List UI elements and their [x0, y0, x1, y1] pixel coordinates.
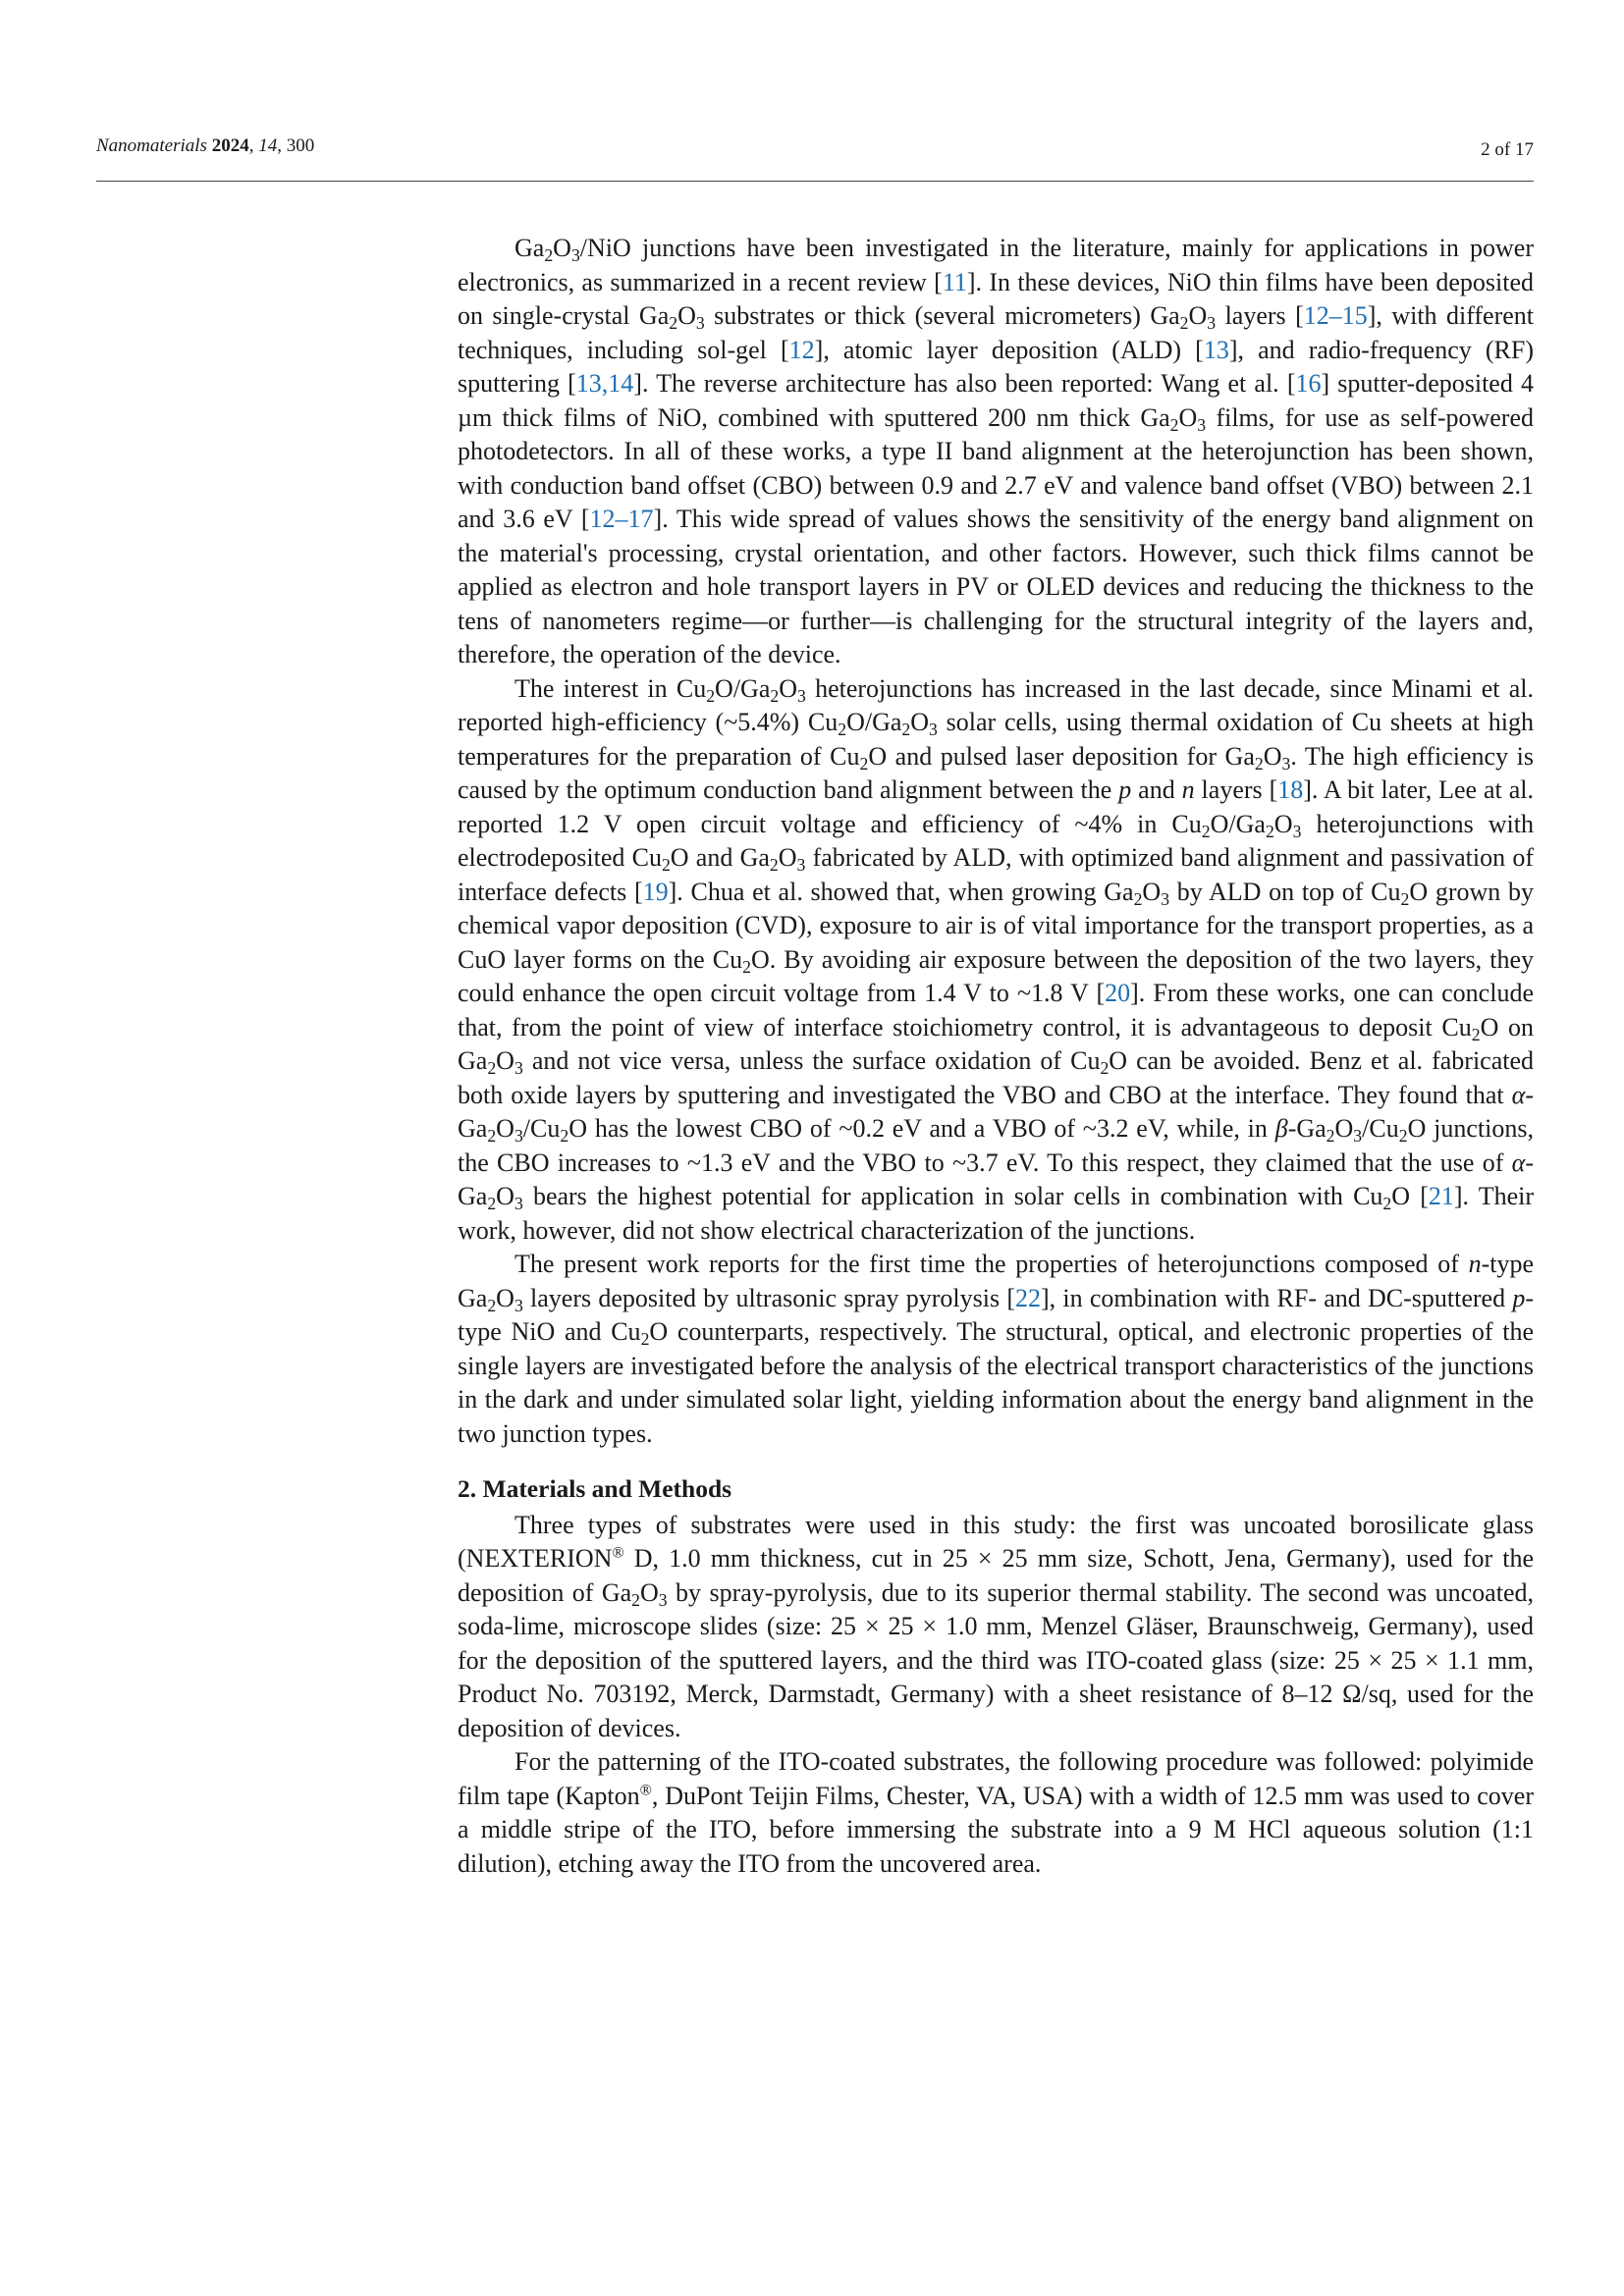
citation-link[interactable]: 19 [642, 877, 669, 906]
citation-link[interactable]: 18 [1277, 775, 1304, 804]
journal-year: 2024 [211, 135, 249, 156]
citation-link[interactable]: 16 [1295, 369, 1322, 398]
page-number: 2 of 17 [1481, 139, 1534, 160]
journal-article: 300 [286, 135, 315, 156]
citation-link[interactable]: 13 [1203, 335, 1229, 364]
paragraph-3: The present work reports for the first time the properties of heterojunctions composed of n-type $Ga_2O_3$ layers deposited by ultrasonic spray pyrolysis [22], in combination with RF- and DC-sputtered p-type NiO and $Cu_2O$ counterparts, respectively. The structural, optical, and electronic properties of the single layers are investigated before the analysis of the electrical transport characteristics of the junctions in the dark and under simulated solar light, yielding information about the energy band alignment in the two junction types. [458, 1250, 1535, 1448]
paragraph-5: For the patterning of the ITO-coated substrates, the following procedure was followed: polyimide film tape (Kapton®, DuPont Teijin Films, Chester, VA, USA) with a width of 12.5 mm was used to cover a middle stripe of the ITO, before immersing the substrate into a 9 M HCl aqueous solution (1:1 dilution), etching away the ITO from the uncovered area. [458, 1747, 1534, 1878]
main-text [458, 232, 1534, 1881]
citation-link[interactable]: 13,14 [575, 369, 634, 398]
journal-name: Nanomaterials [96, 135, 207, 156]
paragraph-2: The interest in $Cu_2O/Ga_2O_3$ heterojunctions has increased in the last decade, since Minami et al. reported high-efficiency (~5.4%) $Cu_2O/Ga_2O_3$ solar cells, using thermal oxidation of Cu sheets at high temperatures for the preparation of $Cu_2O$ and pulsed laser deposition for $Ga_2O_3$. The high efficiency is caused by the optimum conduction band alignment between the p and n layers [18]. A bit later, Lee at al. reported 1.2 V open circuit voltage and efficiency of ~4% in $Cu_2O/Ga_2O_3$ heterojunctions with electrodeposited $Cu_2O$ and $Ga_2O_3$ fabricated by ALD, with optimized band alignment and passivation of interface defects [19]. Chua et al. showed that, when growing $Ga_2O_3$ by ALD on top of $Cu_2O$ grown by chemical vapor deposition (CVD), exposure to air is of vital importance for the transport properties, as a CuO layer forms on the $Cu_2O$. By avoiding air exposure between the deposition of the two layers, they could enhance the open circuit voltage from 1.4 V to ~1.8 V [20]. From these works, one can conclude that, from the point of view of interface stoichiometry control, it is advantageous to deposit $Cu_2O$ on $Ga_2O_3$ and not vice versa, unless the surface oxidation of $Cu_2O$ can be avoided. Benz et al. fabricated both oxide layers by sputtering and investigated the VBO and CBO at the interface. They found that $\alpha-Ga_2O_3/Cu_2O$ has the lowest CBO of ~0.2 eV and a VBO of ~3.2 eV, while, in $\beta-Ga_2O_3/Cu_2O$ junctions, the CBO increases to ~1.3 eV and the VBO to ~3.7 eV. To this respect, they claimed that the use of $\alpha-Ga_2O_3$ bears the highest potential for application in solar cells in combination with $Cu_2O$ [21]. Their work, however, did not show electrical characterization of the junctions. [458, 673, 1535, 1245]
citation-link[interactable]: 12 [788, 335, 815, 364]
citation-link[interactable]: 22 [1015, 1283, 1042, 1312]
journal-volume: 14 [258, 135, 278, 156]
journal-citation: Nanomaterials 2024, 14, 300 [96, 135, 315, 156]
citation-link[interactable]: 12–17 [589, 505, 654, 533]
citation-link[interactable]: 20 [1105, 979, 1131, 1007]
page-header [96, 135, 1534, 182]
paragraph-4: Three types of substrates were used in this study: the first was uncoated borosilicate glass (NEXTERION® D, 1.0 mm thickness, cut in 25 × 25 mm size, Schott, Jena, Germany), used for the deposition of $Ga_2O_3$ by spray-pyrolysis, due to its superior thermal stability. The second was uncoated, soda-lime, microscope slides (size: 25 × 25 × 1.0 mm, Menzel Gläser, Braunschweig, Germany), used for the deposition of the sputtered layers, and the third was ITO-coated glass (size: 25 × 25 × 1.1 mm, Product No. 703192, Merck, Darmstadt, Germany) with a sheet resistance of 8–12 Ω/sq, used for the deposition of devices. [458, 1510, 1534, 1742]
citation-link[interactable]: 12–15 [1303, 301, 1368, 330]
citation-link[interactable]: 11 [942, 267, 967, 296]
section-heading: 2. Materials and Methods [458, 1474, 732, 1503]
citation-link[interactable]: 21 [1428, 1182, 1454, 1210]
paragraph-1: $Ga_2O_3$/NiO junctions have been investigated in the literature, mainly for applications in power electronics, as summarized in a recent review [11]. In these devices, NiO thin films have been deposited on single-crystal $Ga_2O_3$ substrates or thick (several micrometers) $Ga_2O_3$ layers [12–15], with different techniques, including sol-gel [12], atomic layer deposition (ALD) [13], and radio-frequency (RF) sputtering [13,14]. The reverse architecture has also been reported: Wang et al. [16] sputter-deposited 4 µm thick films of NiO, combined with sputtered 200 nm thick $Ga_2O_3$ films, for use as self-powered photodetectors. In all of these works, a type II band alignment at the heterojunction has been shown, with conduction band offset (CBO) between 0.9 and 2.7 eV and valence band offset (VBO) between 2.1 and 3.6 eV [12–17]. This wide spread of values shows the sensitivity of the energy band alignment on the material's processing, crystal orientation, and other factors. However, such thick films cannot be applied as electron and hole transport layers in PV or OLED devices and reducing the thickness to the tens of nanometers regime—or further—is challenging for the structural integrity of the layers and, therefore, the operation of the device. [458, 234, 1535, 668]
